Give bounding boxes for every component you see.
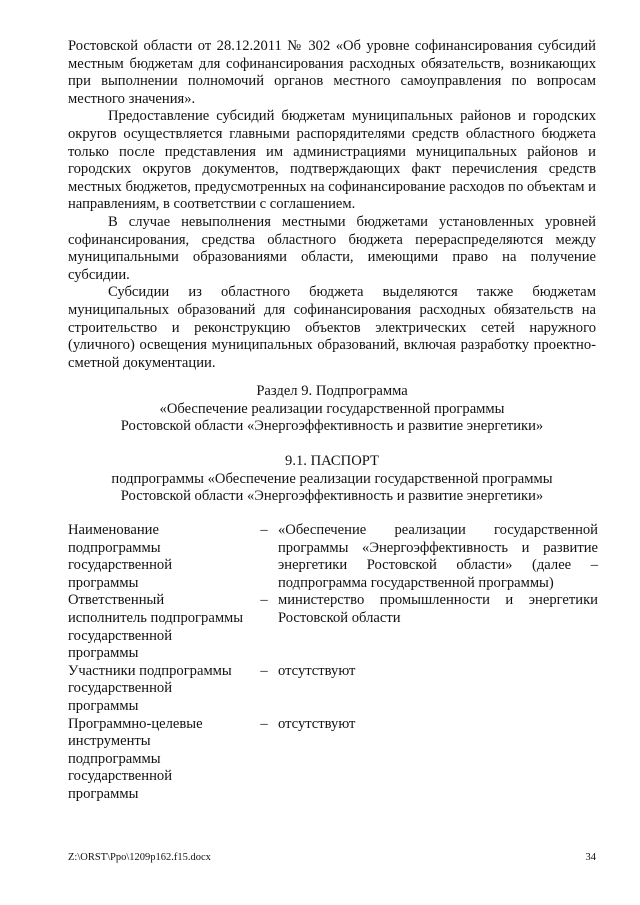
row-label: Программно-целевые инструменты подпрограммы государственной программы	[68, 715, 203, 802]
table-row	[68, 592, 598, 662]
passport-title: 9.1. ПАСПОРТ	[285, 453, 379, 469]
row-value: отсутствуют	[278, 662, 356, 679]
passport-table	[68, 522, 598, 804]
row-value: отсутствуют	[278, 715, 356, 732]
passport-subtitle-2: Ростовской области «Энергоэффективность и развитие энергетики»	[120, 488, 544, 505]
paragraph-2: Предоставление субсидий бюджетам муниципальных районов и городских округов осуществляется главными распорядителями средств областного бюджета только после представления им администрациями муниципальных районов и городских округов документов, подтверждающих факт перечисления средств местных бюджетов, предусмотренных на софинансирование расходов по объектам и направлениям, в соответствии с соглашением.	[68, 108, 596, 213]
paragraph-4: Субсидии из областного бюджета выделяются также бюджетам муниципальных образований для софинансирования расходных обязательств на строительство и реконструкцию объектов электрических сетей наружного (уличного) освещения муниципальных образований, включая разработку проектно-сметной документации.	[68, 284, 596, 371]
table-row	[68, 663, 598, 716]
section-subtitle-2: Ростовской области «Энергоэффективность и развитие энергетики»	[120, 418, 544, 435]
section-heading	[68, 383, 596, 436]
paragraph-3: В случае невыполнения местными бюджетами установленных уровней софинансирования, средства областного бюджета перераспределяются между муниципальными образованиями области, имеющими право на получение субсидии.	[68, 213, 596, 283]
passport-subtitle-1: подпрограммы «Обеспечение реализации государственной программы	[111, 470, 553, 487]
table-row	[68, 522, 598, 592]
row-label: Ответственный исполнитель подпрограммы государственной программы	[68, 592, 244, 662]
passport-heading	[68, 453, 596, 506]
row-dash: –	[260, 715, 268, 732]
row-label: Участники подпрограммы государственной программы	[68, 662, 232, 714]
row-dash: –	[260, 522, 268, 538]
section-title: Раздел 9. Подпрограмма	[256, 383, 408, 399]
table-row	[68, 716, 598, 804]
page-number: 34	[585, 852, 596, 863]
row-dash: –	[260, 592, 268, 609]
section-subtitle-1: «Обеспечение реализации государственной программы	[159, 400, 505, 417]
row-value: «Обеспечение реализации государственной программы «Энергоэффективность и развитие энергетики Ростовской области» (далее – подпрограмма государственной программы)	[278, 522, 598, 591]
paragraph-1: Ростовской области от 28.12.2011 № 302 «Об уровне софинансирования субсидий местным бюджетам для софинансирования расходных обязательств, возникающих при выполнении полномочий органов местного самоуправления по вопросам местного значения».	[68, 38, 596, 107]
row-label: Наименование подпрограммы государственной программы	[68, 522, 173, 591]
row-value: министерство промышленности и энергетики Ростовской области	[278, 592, 598, 626]
body-text	[68, 38, 596, 372]
row-dash: –	[260, 662, 268, 679]
file-path: Z:\ORST\Ppo\1209p162.f15.docx	[68, 852, 211, 863]
